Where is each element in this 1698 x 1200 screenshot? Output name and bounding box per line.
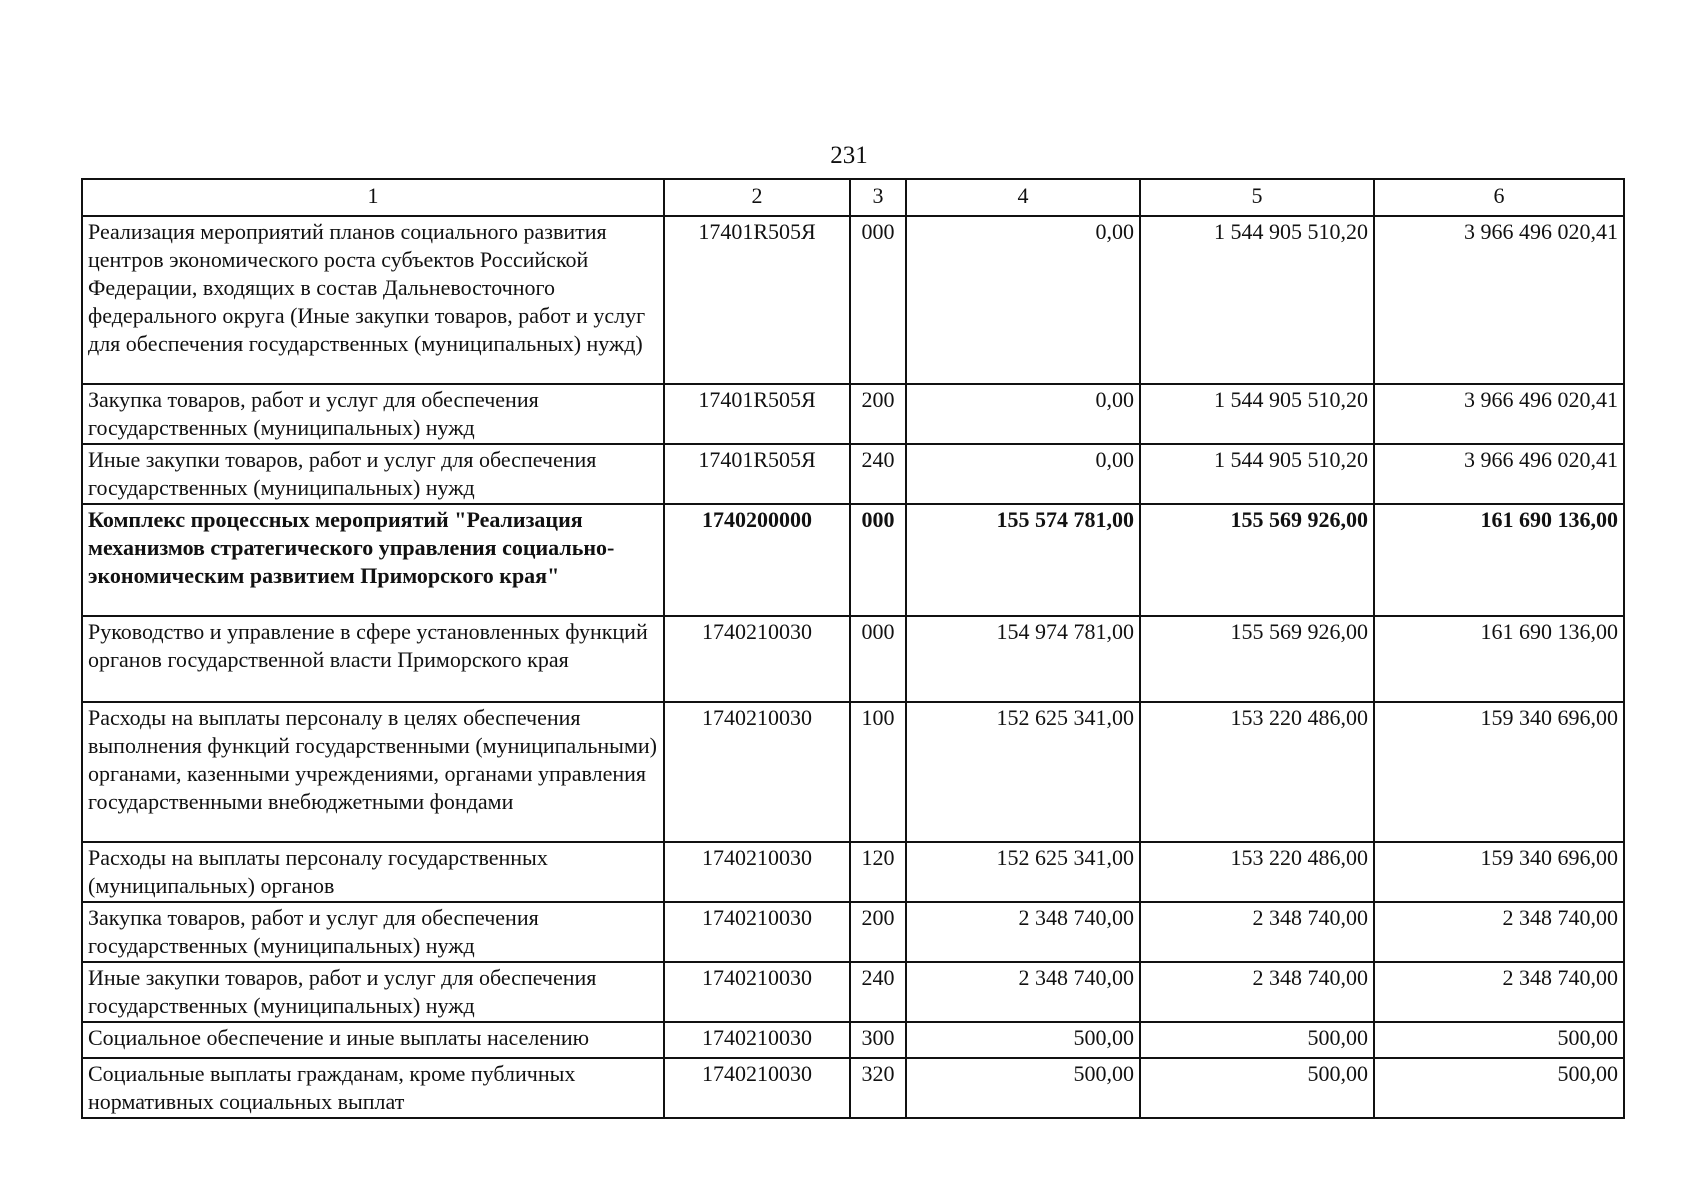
row-value-5: 153 220 486,00 (1140, 842, 1374, 902)
row-type: 200 (850, 902, 906, 962)
row-value-6: 3 966 496 020,41 (1374, 384, 1624, 444)
row-value-6: 159 340 696,00 (1374, 842, 1624, 902)
row-type: 000 (850, 216, 906, 384)
row-type: 100 (850, 702, 906, 842)
row-name: Реализация мероприятий планов социального развития центров экономического роста субъектов Российской Федерации, входящих в состав Дальневосточного федерального округа (Иные закупки товаров, работ и услуг для обеспечения государственных (муниципальных) нужд) (82, 216, 664, 384)
row-value-4: 155 574 781,00 (906, 504, 1140, 616)
page-number: 231 (830, 142, 868, 169)
table-row (82, 444, 1624, 504)
row-type: 000 (850, 504, 906, 616)
table-row (82, 216, 1624, 384)
row-name: Иные закупки товаров, работ и услуг для обеспечения государственных (муниципальных) нужд (82, 962, 664, 1022)
row-value-6: 3 966 496 020,41 (1374, 444, 1624, 504)
row-value-5: 1 544 905 510,20 (1140, 384, 1374, 444)
row-type: 200 (850, 384, 906, 444)
row-type: 320 (850, 1058, 906, 1118)
row-name: Закупка товаров, работ и услуг для обеспечения государственных (муниципальных) нужд (82, 902, 664, 962)
row-name: Социальные выплаты гражданам, кроме публичных нормативных социальных выплат (82, 1058, 664, 1118)
row-value-6: 500,00 (1374, 1022, 1624, 1058)
budget-table (81, 178, 1625, 1119)
row-name: Руководство и управление в сфере установленных функций органов государственной власти Приморского края (82, 616, 664, 702)
row-code: 1740210030 (664, 702, 850, 842)
row-name: Иные закупки товаров, работ и услуг для обеспечения государственных (муниципальных) нужд (82, 444, 664, 504)
row-code: 1740210030 (664, 1022, 850, 1058)
table-row (82, 384, 1624, 444)
row-value-4: 152 625 341,00 (906, 842, 1140, 902)
table-row (82, 962, 1624, 1022)
row-value-6: 159 340 696,00 (1374, 702, 1624, 842)
row-value-6: 500,00 (1374, 1058, 1624, 1118)
row-value-5: 155 569 926,00 (1140, 504, 1374, 616)
row-value-5: 1 544 905 510,20 (1140, 216, 1374, 384)
row-value-4: 0,00 (906, 216, 1140, 384)
table-row (82, 616, 1624, 702)
row-value-5: 155 569 926,00 (1140, 616, 1374, 702)
row-value-6: 161 690 136,00 (1374, 504, 1624, 616)
row-type: 240 (850, 962, 906, 1022)
row-type: 240 (850, 444, 906, 504)
header-cell-2: 2 (664, 179, 850, 216)
row-value-5: 500,00 (1140, 1022, 1374, 1058)
row-value-4: 154 974 781,00 (906, 616, 1140, 702)
header-cell-6: 6 (1374, 179, 1624, 216)
row-value-6: 2 348 740,00 (1374, 962, 1624, 1022)
row-code: 1740210030 (664, 1058, 850, 1118)
row-type: 300 (850, 1022, 906, 1058)
table-row (82, 902, 1624, 962)
row-code: 17401R505Я (664, 384, 850, 444)
row-value-6: 161 690 136,00 (1374, 616, 1624, 702)
row-value-5: 500,00 (1140, 1058, 1374, 1118)
row-code: 1740210030 (664, 902, 850, 962)
row-name: Комплекс процессных мероприятий "Реализация механизмов стратегического управления социально-экономическим развитием Приморского края" (82, 504, 664, 616)
row-value-6: 2 348 740,00 (1374, 902, 1624, 962)
header-cell-5: 5 (1140, 179, 1374, 216)
row-value-6: 3 966 496 020,41 (1374, 216, 1624, 384)
row-name: Расходы на выплаты персоналу государственных (муниципальных) органов (82, 842, 664, 902)
row-value-5: 1 544 905 510,20 (1140, 444, 1374, 504)
table-row (82, 702, 1624, 842)
row-value-4: 0,00 (906, 384, 1140, 444)
header-cell-3: 3 (850, 179, 906, 216)
table-row (82, 1022, 1624, 1058)
row-type: 120 (850, 842, 906, 902)
table-row-section (82, 504, 1624, 616)
header-cell-1: 1 (82, 179, 664, 216)
row-name: Закупка товаров, работ и услуг для обеспечения государственных (муниципальных) нужд (82, 384, 664, 444)
row-value-4: 500,00 (906, 1022, 1140, 1058)
row-value-4: 2 348 740,00 (906, 902, 1140, 962)
row-value-5: 2 348 740,00 (1140, 962, 1374, 1022)
row-value-5: 2 348 740,00 (1140, 902, 1374, 962)
row-code: 1740200000 (664, 504, 850, 616)
row-value-4: 500,00 (906, 1058, 1140, 1118)
row-type: 000 (850, 616, 906, 702)
row-code: 1740210030 (664, 616, 850, 702)
row-value-4: 152 625 341,00 (906, 702, 1140, 842)
row-code: 17401R505Я (664, 444, 850, 504)
row-code: 1740210030 (664, 842, 850, 902)
header-cell-4: 4 (906, 179, 1140, 216)
table-row (82, 842, 1624, 902)
header-row (82, 179, 1624, 216)
row-value-5: 153 220 486,00 (1140, 702, 1374, 842)
row-code: 17401R505Я (664, 216, 850, 384)
row-name: Социальное обеспечение и иные выплаты населению (82, 1022, 664, 1058)
row-name: Расходы на выплаты персоналу в целях обеспечения выполнения функций государственными (муниципальными) органами, казенными учреждениями, органами управления государственными внебюджетными фондами (82, 702, 664, 842)
table-row (82, 1058, 1624, 1118)
row-value-4: 0,00 (906, 444, 1140, 504)
row-value-4: 2 348 740,00 (906, 962, 1140, 1022)
row-code: 1740210030 (664, 962, 850, 1022)
